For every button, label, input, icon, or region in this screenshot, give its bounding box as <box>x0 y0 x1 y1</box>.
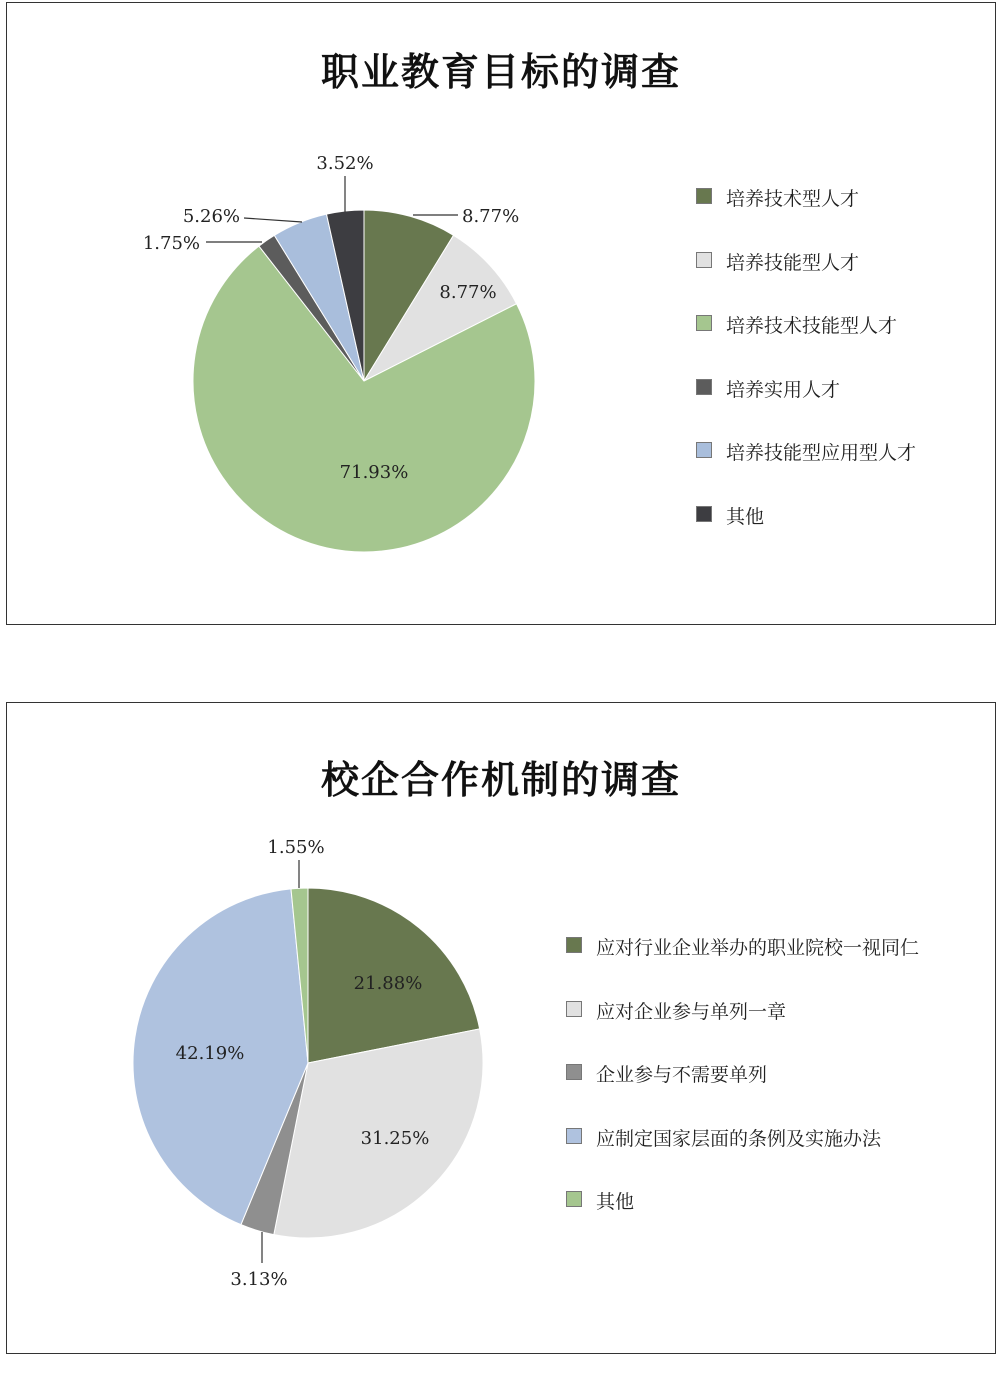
legend-label: 应制定国家层面的条例及实施办法 <box>596 1127 882 1150</box>
legend-swatch <box>696 379 712 395</box>
legend-label: 培养实用人才 <box>726 378 841 401</box>
data-label: 3.13% <box>230 1269 288 1290</box>
data-label: 71.93% <box>339 462 409 483</box>
legend-label: 培养技术型人才 <box>726 188 860 210</box>
data-label: 5.26% <box>182 206 240 227</box>
pie-chart-1 <box>143 153 535 552</box>
legend-swatch <box>566 1191 582 1207</box>
data-label: 8.77% <box>439 282 497 303</box>
legend-label: 其他 <box>726 505 765 528</box>
data-label: 21.88% <box>353 973 423 994</box>
legend-swatch <box>566 1128 582 1144</box>
legend-label: 培养技术技能型人才 <box>726 315 898 337</box>
leader-line <box>244 218 302 222</box>
data-label: 1.55% <box>267 837 325 858</box>
data-label: 3.52% <box>316 153 374 174</box>
legend-swatch <box>696 506 712 522</box>
legend-swatch <box>696 315 712 331</box>
legend-swatch <box>696 252 712 268</box>
legend-label: 其他 <box>596 1191 635 1213</box>
legend-label: 培养技能型人才 <box>726 251 860 274</box>
pie-chart-2 <box>133 837 483 1290</box>
data-label: 31.25% <box>360 1128 430 1149</box>
legend-label: 应对行业企业举办的职业院校一视同仁 <box>596 937 920 959</box>
legend-label: 企业参与不需要单列 <box>596 1064 768 1086</box>
data-label: 42.19% <box>175 1043 245 1064</box>
legend-swatch <box>566 937 582 953</box>
chart-title: 职业教育目标的调查 <box>320 50 681 94</box>
legend-swatch <box>696 442 712 458</box>
legend-label: 应对企业参与单列一章 <box>596 1000 787 1023</box>
data-label: 1.75% <box>142 233 200 254</box>
data-label: 8.77% <box>462 206 520 227</box>
legend-swatch <box>566 1001 582 1017</box>
legend-label: 培养技能型应用型人才 <box>726 442 917 464</box>
chart-title: 校企合作机制的调查 <box>320 758 681 802</box>
legend-swatch <box>566 1064 582 1080</box>
legend-swatch <box>696 188 712 204</box>
